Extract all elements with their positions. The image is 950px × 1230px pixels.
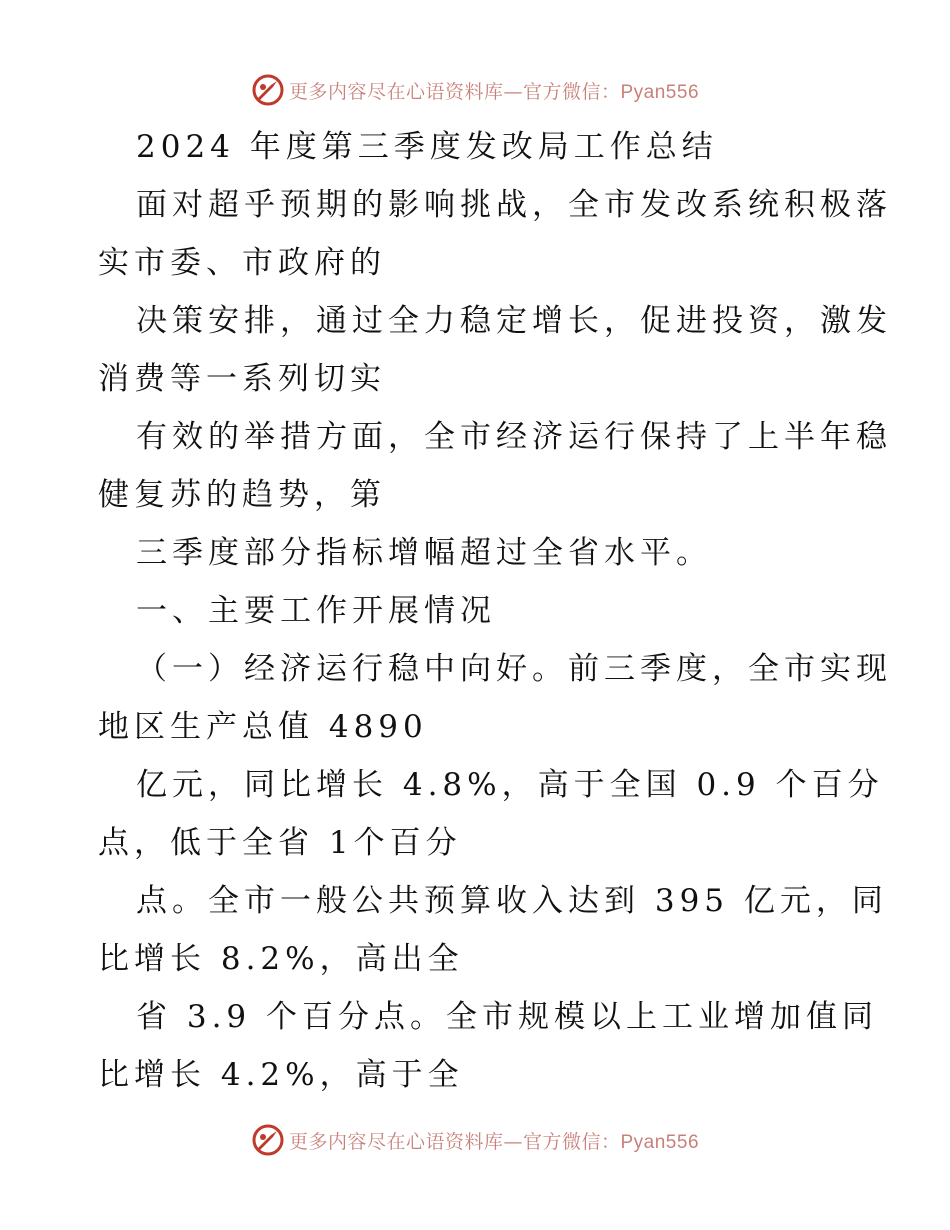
text-line: 有效的举措方面，全市经济运行保持了上半年稳 bbox=[136, 419, 892, 455]
header-watermark bbox=[0, 70, 950, 110]
document-title: 2024 年度第三季度发改局工作总结 bbox=[136, 129, 718, 165]
text-line: 亿元，同比增长 4.8%，高于全国 0.9 个百分 bbox=[136, 767, 884, 803]
text-line: 省 3.9 个百分点。全市规模以上工业增加值同 bbox=[136, 999, 879, 1035]
watermark-text: 更多内容尽在心语资料库—官方微信：Pyan556 bbox=[288, 80, 700, 103]
footer-watermark bbox=[0, 1120, 950, 1160]
text-line: 比增长 4.2%，高于全 bbox=[98, 1057, 464, 1093]
text-line: 健复苏的趋势，第 bbox=[98, 477, 386, 513]
text-line: 地区生产总值 4890 bbox=[98, 709, 428, 745]
text-line: 决策安排，通过全力稳定增长，促进投资，激发 bbox=[136, 303, 892, 339]
text-line: 比增长 8.2%，高出全 bbox=[98, 941, 464, 977]
watermark-text: 更多内容尽在心语资料库—官方微信：Pyan556 bbox=[288, 1130, 700, 1153]
text-line: 点，低于全省 1个百分 bbox=[98, 825, 462, 861]
text-line: 三季度部分指标增幅超过全省水平。 bbox=[136, 535, 712, 571]
text-line: 点。全市一般公共预算收入达到 395 亿元，同 bbox=[136, 883, 888, 919]
text-line: 实市委、市政府的 bbox=[98, 245, 386, 281]
text-line: 面对超乎预期的影响挑战，全市发改系统积极落 bbox=[136, 187, 892, 223]
watermark-logo-icon bbox=[251, 73, 285, 107]
section-heading: 一、主要工作开展情况 bbox=[136, 593, 496, 629]
document-body bbox=[98, 118, 892, 1104]
text-line: 消费等一系列切实 bbox=[98, 361, 386, 397]
subsection-heading: （一）经济运行稳中向好。前三季度，全市实现 bbox=[136, 651, 892, 687]
watermark-logo-icon bbox=[251, 1123, 285, 1157]
